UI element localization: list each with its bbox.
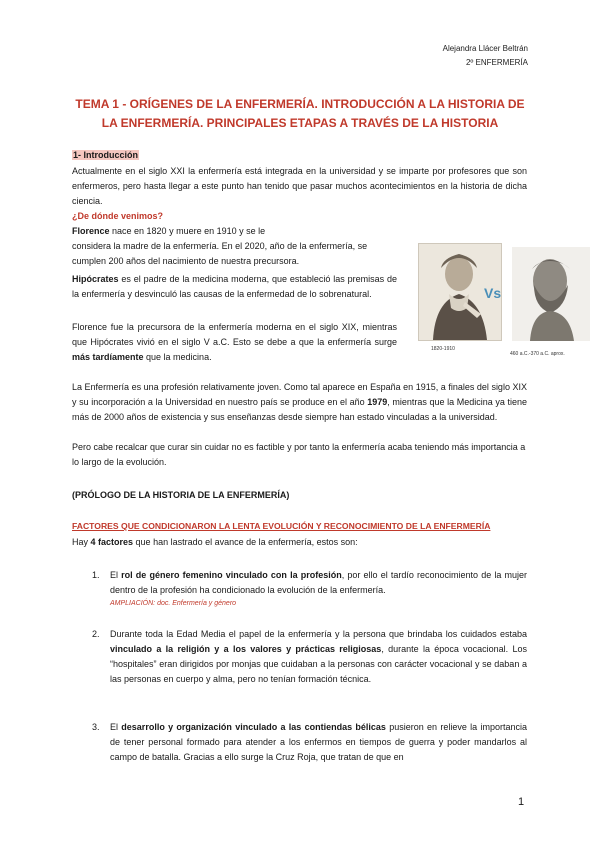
florence-birth-text: nace en 1820 y muere en 1910 y se le: [109, 226, 266, 236]
list-item-number: 1.: [92, 570, 100, 580]
section-heading-introduccion: 1- Introducción: [73, 150, 138, 160]
profesion-end: , mientras que la Medicina ya tiene más de 2000 años de existencia y sus enseñanzas desde siempre han estado vinculadas a la universidad.: [72, 397, 528, 422]
factores-intro-end: que han lastrado el avance de la enfermería, estos son:: [133, 537, 358, 547]
list-item: [92, 568, 528, 609]
list-item-number: 2.: [92, 629, 100, 639]
factores-intro: [72, 535, 358, 550]
list-item-bold: desarrollo y organización vinculado a las contiendas bélicas: [121, 722, 386, 732]
list-item-note: AMPLIACIÓN: doc. Enfermería y género: [110, 600, 237, 607]
hipocrates-bust-icon: [512, 247, 590, 341]
list-item-text: , durante la época vocacional. Los “hospitales” eran dirigidos por monjas que cuidaban a la personas con carácter vocacional y se daban a las personas en cuerpo y alma, pero no tenían formación técnica.: [110, 644, 527, 684]
precursora-text: Florence fue la precursora de la enfermería moderna en el siglo XIX, mientras que Hipócrates vivió en el siglo V a.C. Esto se debe a que la enfermería surge: [72, 322, 397, 347]
list-item-text: pusieron en relieve la importancia de tener personal formado para atender a los enfermos en tiempos de guerra y poder mandarlos al campo de batalla. Gracias a ello surge la Cruz Roja, que tratan de que en: [110, 722, 527, 762]
factores-heading: FACTORES QUE CONDICIONARON LA LENTA EVOLUCIÓN Y RECONOCIMIENTO DE LA ENFERMERÍA: [72, 521, 491, 531]
document-header: [443, 43, 528, 69]
florence-line: [72, 224, 392, 239]
page-number: 1: [518, 796, 525, 808]
hipocrates-bust-image: [510, 247, 590, 357]
list-item-text: , por ello el tardío reconocimiento de la mujer dentro de la profesión ha condicionado la evolución de la enfermería.: [110, 570, 528, 595]
list-item-pre: El: [110, 570, 122, 580]
list-item-pre: Durante toda la Edad Media el papel de la enfermería y la persona que brindaba los cuidados estaba: [110, 629, 527, 639]
page-title: TEMA 1 - ORÍGENES DE LA ENFERMERÍA. INTRODUCCIÓN A LA HISTORIA DE LA ENFERMERÍA. PRINCIPALES ETAPAS A TRAVÉS DE LA HISTORIA: [75, 97, 525, 130]
hipocrates-name: Hipócrates: [72, 274, 119, 284]
question-heading: ¿De dónde venimos?: [72, 211, 164, 221]
list-item: [92, 720, 527, 765]
profesion-text: La Enfermería es una profesión relativamente joven. Como tal aparece en España en 1915, a finales del siglo XIX y su incorporación a la Universidad en nuestro país se produce en el año: [72, 382, 527, 407]
list-item-bold: rol de género femenino vinculado con la profesión: [121, 570, 342, 580]
precursora-bold: más tardíamente: [72, 352, 144, 362]
list-item-bold: vinculado a la religión y a los valores y prácticas religiosas: [110, 644, 382, 654]
list-item: [92, 627, 527, 687]
florence-caption: 1820-1910: [431, 346, 455, 352]
factores-intro-bold: 4 factores: [90, 537, 134, 547]
hipocrates-paragraph: [72, 272, 397, 302]
course-label: 2º ENFERMERÍA: [465, 58, 528, 67]
profesion-year: 1979: [367, 397, 388, 407]
cuidar-paragraph: Pero cabe recalcar que curar sin cuidar no es factible y por tanto la enfermería acaba teniendo más importancia a lo largo de la evolución.: [72, 442, 526, 467]
hipocrates-caption: 460 a.C.-370 a.C. aprox.: [510, 351, 565, 357]
vs-label: Vs: [484, 285, 502, 301]
list-item-pre: El: [110, 722, 122, 732]
prologo-heading: (PRÓLOGO DE LA HISTORIA DE LA ENFERMERÍA): [72, 490, 290, 500]
author-name: Alejandra Llácer Beltrán: [442, 44, 528, 53]
florence-paragraph: considera la madre de la enfermería. En el 2020, año de la enfermería, se cumplen 200 años del nacimiento de nuestra precursora.: [72, 241, 368, 266]
list-item-number: 3.: [92, 722, 100, 732]
precursora-paragraph: [72, 320, 397, 365]
florence-name: Florence: [72, 226, 110, 236]
intro-paragraph: Actualmente en el siglo XXI la enfermería está integrada en la universidad y se imparte por profesores que son enfermeros, pero hasta llegar a este punto han tenido que pasar muchos acontecimientos en la historia de dicha ciencia.: [72, 166, 527, 206]
profesion-paragraph: [72, 380, 527, 425]
hipocrates-text: es el padre de la medicina moderna, que estableció las premisas de la enfermería y desvinculó las causas de la enfermedad de lo sobrenatural.: [72, 274, 397, 299]
factores-intro-start: Hay: [72, 537, 91, 547]
precursora-end: que la medicina.: [143, 352, 212, 362]
